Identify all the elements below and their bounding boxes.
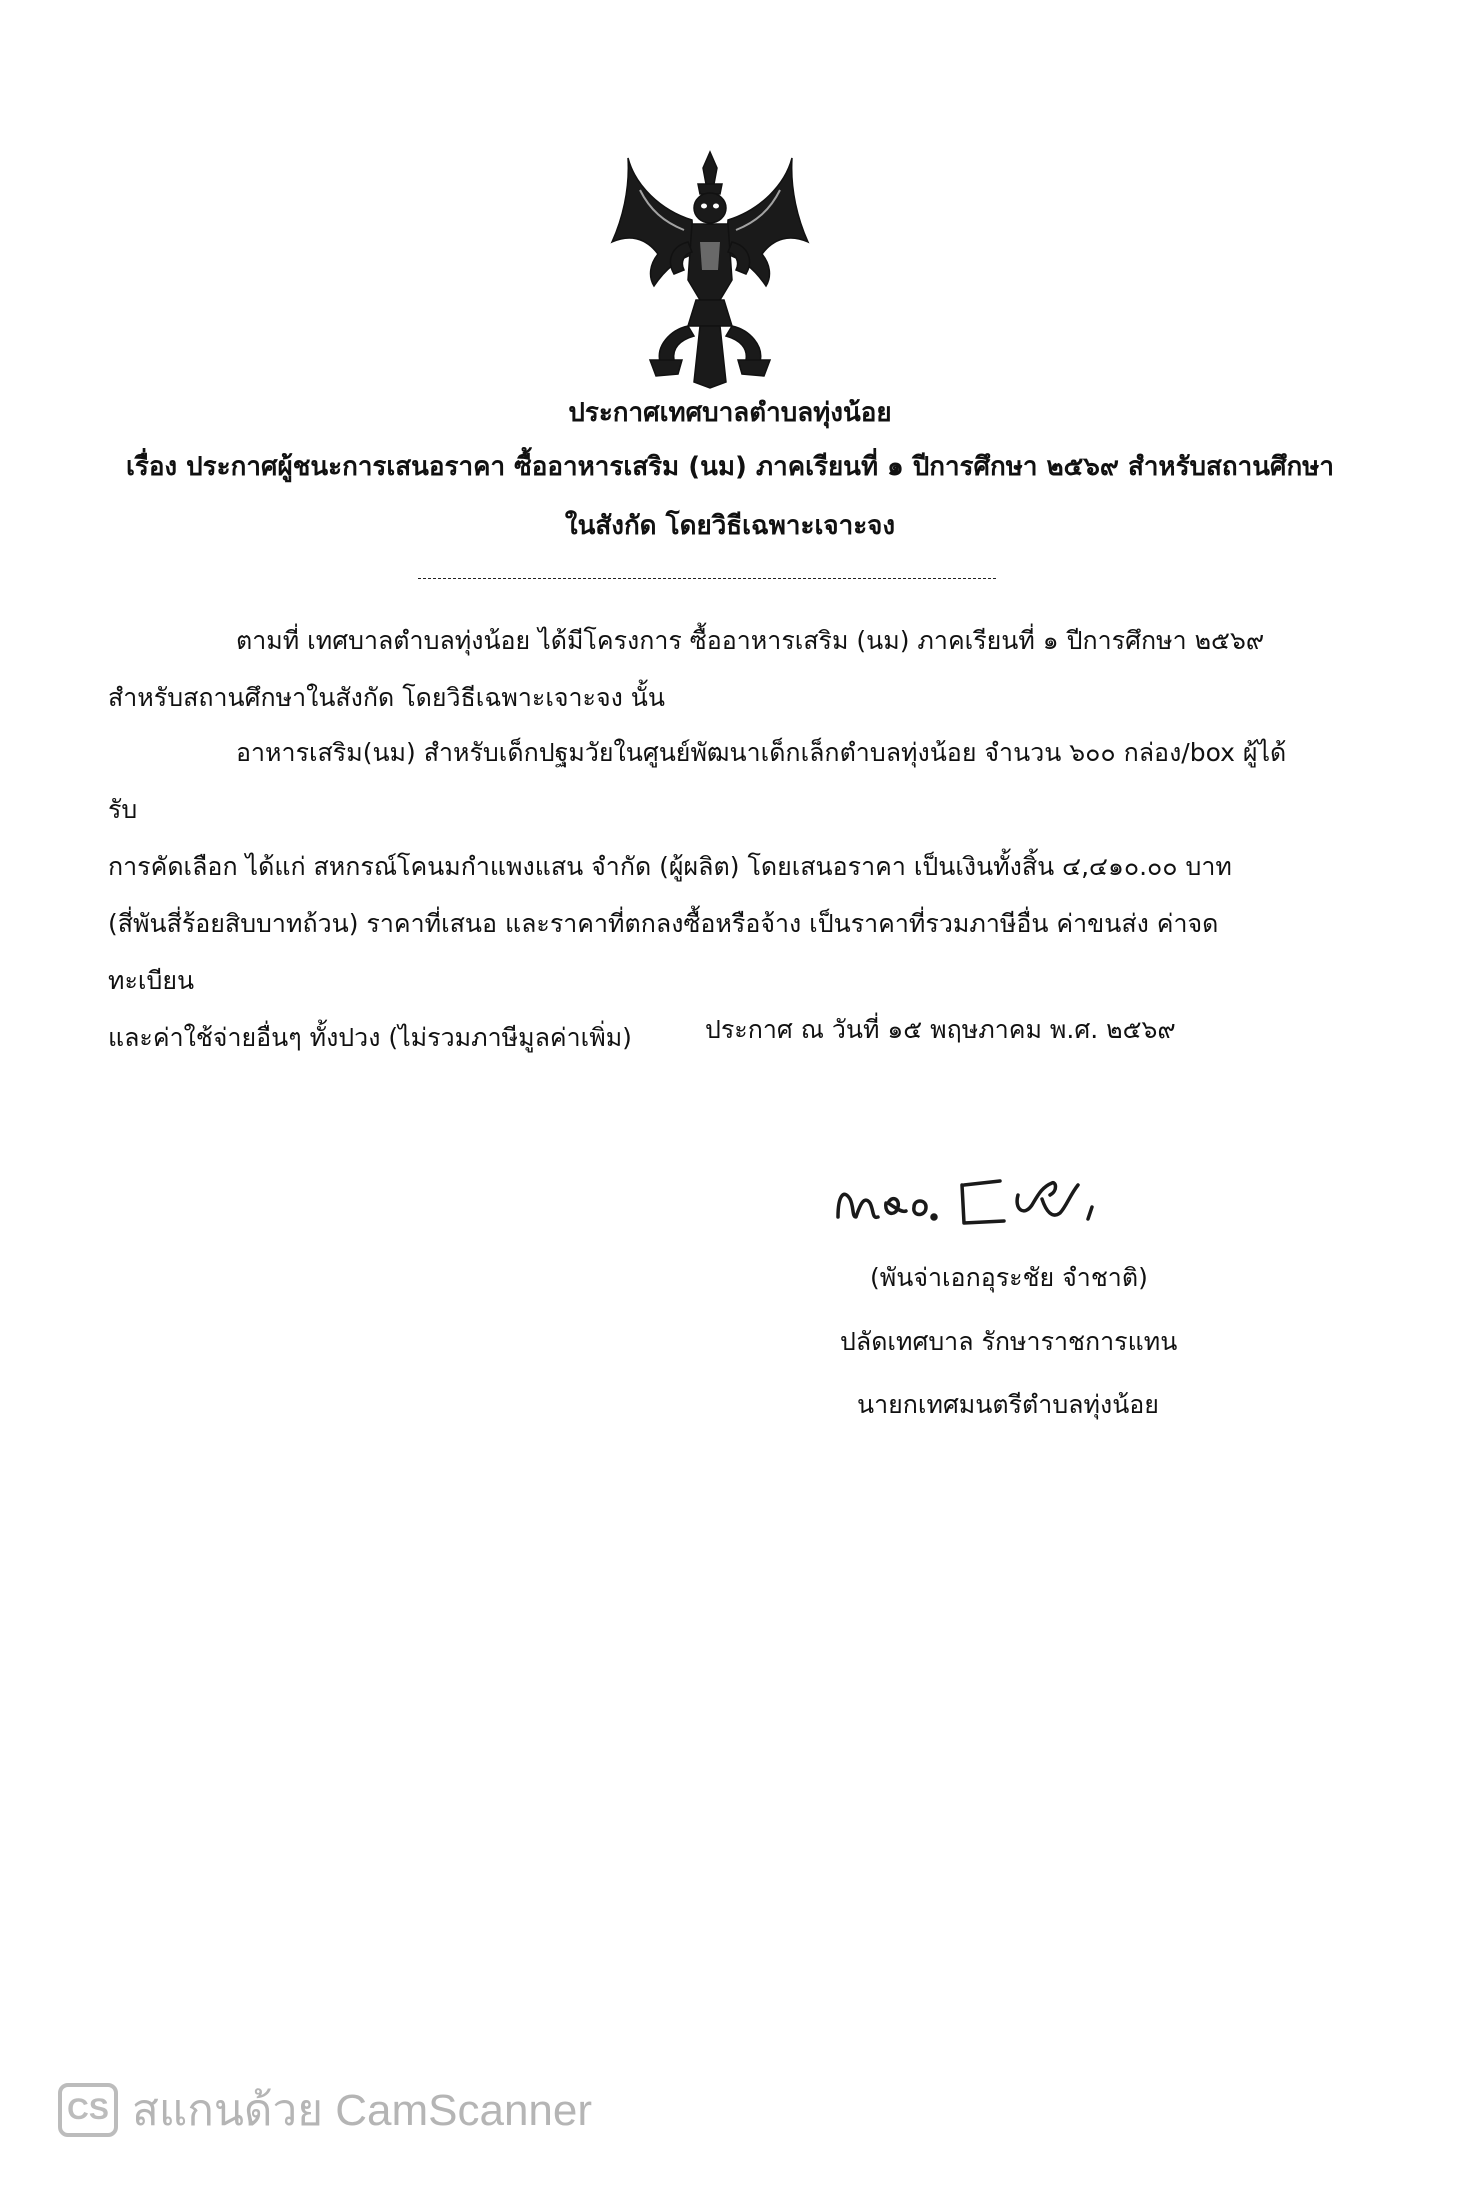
paragraph-2-line4: และค่าใช้จ่ายอื่นๆ ทั้งปวง (ไม่รวมภาษีมูลค่าเพิ่ม) bbox=[108, 1023, 632, 1052]
paragraph-2-line3: (สี่พันสี่ร้อยสิบบาทถ้วน) ราคาที่เสนอ และราคาที่ตกลงซื้อหรือจ้าง เป็นราคาที่รวมภาษีอื่น ค่าขนส่ง ค่าจดทะเบียน bbox=[108, 909, 1219, 995]
paragraph-1-line2: สำหรับสถานศึกษาในสังกัด โดยวิธีเฉพาะเจาะจง นั้น bbox=[108, 683, 665, 712]
watermark-text: สแกนด้วย CamScanner bbox=[132, 2086, 593, 2135]
garuda-emblem-icon bbox=[600, 150, 820, 390]
signatory-position1: ปลัดเทศบาล รักษาราชการแทน bbox=[840, 1327, 1178, 1356]
paragraph-1 bbox=[108, 612, 1304, 726]
paragraph-2-line2: การคัดเลือก ได้แก่ สหกรณ์โคนมกำแพงแสน จำกัด (ผู้ผลิต) โดยเสนอราคา เป็นเงินทั้งสิ้น ๔,๔๑๐.๐๐ บาท bbox=[108, 852, 1232, 881]
dashed-divider bbox=[418, 578, 996, 579]
paragraph-1-line1: ตามที่ เทศบาลตำบลทุ่งน้อย ได้มีโครงการ ซื้ออาหารเสริม (นม) ภาคเรียนที่ ๑ ปีการศึกษา ๒๕๖๙ bbox=[236, 626, 1265, 655]
handwritten-signature bbox=[830, 1155, 1160, 1235]
announcement-subject-line2: ในสังกัด โดยวิธีเฉพาะเจาะจง bbox=[564, 511, 896, 541]
announcement-title: ประกาศเทศบาลตำบลทุ่งน้อย bbox=[568, 398, 892, 428]
signatory-position2: นายกเทศมนตรีตำบลทุ่งน้อย bbox=[857, 1390, 1159, 1419]
signatory-name: (พันจ่าเอกอุระชัย จำชาติ) bbox=[870, 1263, 1148, 1292]
paragraph-2-line1: อาหารเสริม(นม) สำหรับเด็กปฐมวัยในศูนย์พัฒนาเด็กเล็กตำบลทุ่งน้อย จำนวน ๖๐๐ กล่อง/box ผู้ได้รับ bbox=[108, 738, 1287, 824]
announcement-date: ประกาศ ณ วันที่ ๑๕ พฤษภาคม พ.ศ. ๒๕๖๙ bbox=[705, 1015, 1176, 1044]
camscanner-watermark bbox=[58, 2080, 592, 2140]
announcement-subject-line1: เรื่อง ประกาศผู้ชนะการเสนอราคา ซื้ออาหารเสริม (นม) ภาคเรียนที่ ๑ ปีการศึกษา ๒๕๖๙ สำหรับสถานศึกษา bbox=[125, 452, 1335, 482]
camscanner-logo-icon: CS bbox=[58, 2083, 118, 2137]
